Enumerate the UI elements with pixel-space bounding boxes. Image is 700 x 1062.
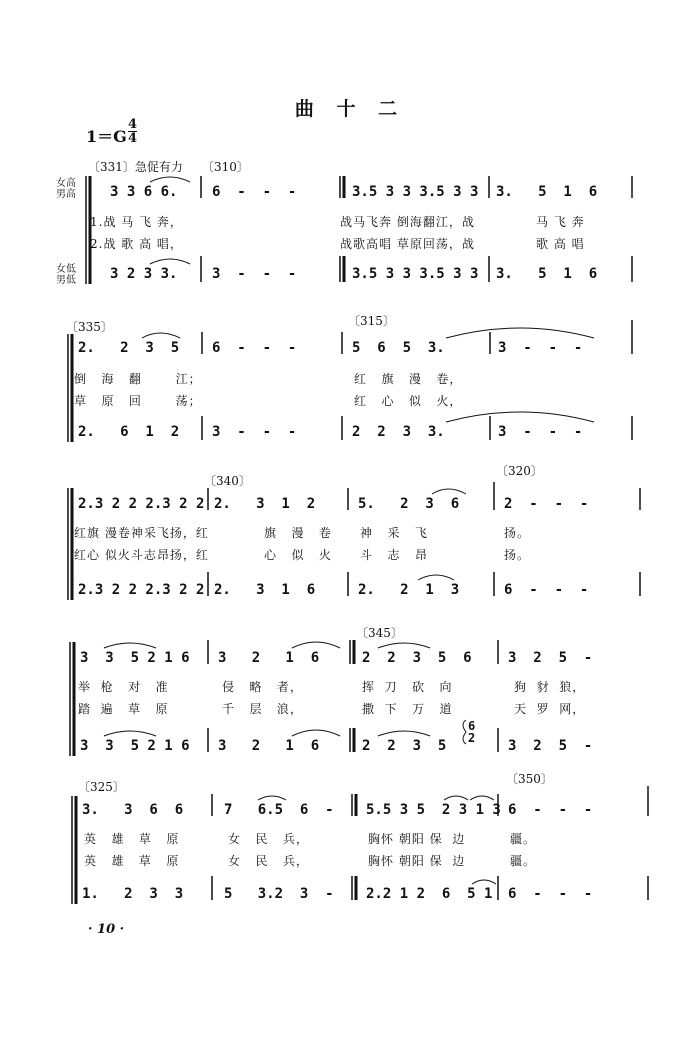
- notes-lower-m4: 3 - - -: [498, 424, 583, 440]
- rehearsal-mark: 〔345〕: [356, 626, 403, 640]
- notes-lower-m2: 2. 3 1 6: [214, 582, 316, 598]
- lyric-line-1: 扬。: [504, 526, 531, 540]
- lyric-line-2: 撒 下 万 道: [362, 702, 453, 716]
- notes-upper-m2: 2. 3 1 2: [214, 496, 316, 512]
- lyric-line-2: 2.战 歌 高 唱，: [90, 237, 183, 251]
- lyric-line-1: 疆。: [510, 832, 537, 846]
- chord-notes: 6 2: [468, 719, 476, 745]
- rehearsal-mark: 〔315〕: [348, 314, 395, 328]
- rehearsal-mark: 〔340〕: [204, 474, 251, 488]
- lyric-line-2: 斗 志 昂: [360, 548, 428, 562]
- lyric-line-2: 英 雄 草 原: [84, 854, 180, 868]
- voice-label-upper: 女高 男高: [56, 178, 76, 200]
- lyric-line-1: 英 雄 草 原: [84, 832, 180, 846]
- piece-title: 曲 十 二: [294, 98, 406, 120]
- notes-upper-m2: 6 - - -: [212, 340, 297, 356]
- notes-upper-m3: 5. 2 3 6: [358, 496, 460, 512]
- notes-upper-m1: 2.3 2 2 2.3 2 2: [78, 496, 205, 512]
- notes-lower-m4: 6 - - -: [508, 886, 593, 902]
- notes-lower-m4: 3 2 5 -: [508, 738, 593, 754]
- page-number: · 10 ·: [88, 922, 125, 937]
- notes-upper-m1: 3 3 6 6.: [110, 184, 178, 200]
- lyric-line-1: 举 枪 对 准: [78, 680, 169, 694]
- time-sig-bottom: 4: [128, 131, 138, 146]
- notes-upper-m4: 2 - - -: [504, 496, 589, 512]
- notes-upper-m4: 3. 5 1 6: [496, 184, 598, 200]
- lyric-line-2: 疆。: [510, 854, 537, 868]
- notes-upper-m3: 3.5 3 3 3.5 3 3: [352, 184, 479, 200]
- rehearsal-mark: 〔335〕: [66, 320, 113, 334]
- lyric-line-1: 1.战 马 飞 奔，: [90, 215, 183, 229]
- notes-lower-m1: 3 2 3 3.: [110, 266, 178, 282]
- lyric-line-2: 胸怀 朝阳 保 边: [368, 854, 466, 868]
- notes-upper-m4: 3 - - -: [498, 340, 583, 356]
- notes-lower-m4: 6 - - -: [504, 582, 589, 598]
- notes-lower-m3: 2. 2 1 3: [358, 582, 460, 598]
- lyric-line-1: 挥 刀 砍 向: [362, 680, 453, 694]
- lyric-line-2: 心 似 火: [264, 548, 332, 562]
- rehearsal-mark: 〔310〕: [202, 160, 249, 174]
- notes-upper-m4: 6 - - -: [508, 802, 593, 818]
- lyric-line-1: 胸怀 朝阳 保 边: [368, 832, 466, 846]
- notes-lower-m3: 2.2 1 2 6 5 1: [366, 886, 493, 902]
- time-sig-top: 4: [128, 117, 138, 132]
- lyric-line-1: 红 旗 漫 卷，: [354, 372, 463, 386]
- lyric-line-2: 扬。: [504, 548, 531, 562]
- notes-upper-m2: 6 - - -: [212, 184, 297, 200]
- notes-lower-m3: 2 2 3 5: [362, 738, 447, 754]
- notes-upper-m1: 3. 3 6 6: [82, 802, 184, 818]
- rehearsal-mark: 〔325〕: [78, 780, 125, 794]
- lyric-line-2: 踏 遍 草 原: [78, 702, 169, 716]
- lyric-line-1: 马 飞 奔: [536, 215, 585, 229]
- key-signature: 1＝G: [86, 127, 127, 146]
- lyric-line-2: 千 层 浪，: [222, 702, 303, 716]
- rehearsal-mark: 〔350〕: [506, 772, 553, 786]
- notes-lower-m2: 3 2 1 6: [218, 738, 320, 754]
- lyric-line-2: 天 罗 网，: [514, 702, 586, 716]
- notes-upper-m3: 5.5 3 5 2 3 1 3: [366, 802, 501, 818]
- notes-upper-m3: 2 2 3 5 6: [362, 650, 472, 666]
- lyric-line-1: 旗 漫 卷: [264, 526, 332, 540]
- notes-lower-m1: 2. 6 1 2: [78, 424, 180, 440]
- notes-lower-m2: 3 - - -: [212, 424, 297, 440]
- lyric-line-1: 红旗 漫卷神采飞扬，红: [74, 526, 209, 540]
- lyric-line-1: 倒 海 翻 江；: [74, 372, 202, 386]
- lyric-line-2: 女 民 兵，: [228, 854, 309, 868]
- notes-lower-m3: 2 2 3 3.: [352, 424, 445, 440]
- notes-upper-m2: 3 2 1 6: [218, 650, 320, 666]
- notes-lower-m2: 5 3.2 3 -: [224, 886, 334, 902]
- lyric-line-2: 红 心 似 火，: [354, 394, 463, 408]
- notes-upper-m3: 5 6 5 3.: [352, 340, 445, 356]
- notes-lower-m1: 3 3 5 2 1 6: [80, 738, 190, 754]
- notes-lower-m3: 3.5 3 3 3.5 3 3: [352, 266, 479, 282]
- notes-upper-m4: 3 2 5 -: [508, 650, 593, 666]
- notes-upper-m1: 2. 2 3 5: [78, 340, 180, 356]
- notes-lower-m1: 2.3 2 2 2.3 2 2: [78, 582, 205, 598]
- lyric-line-2: 草 原 回 荡；: [74, 394, 202, 408]
- lyric-line-1: 女 民 兵，: [228, 832, 309, 846]
- notes-upper-m1: 3 3 5 2 1 6: [80, 650, 190, 666]
- notes-lower-m1: 1. 2 3 3: [82, 886, 184, 902]
- lyric-line-2: 红心 似火斗志昂扬，红: [74, 548, 209, 562]
- notes-lower-m2: 3 - - -: [212, 266, 297, 282]
- lyric-line-1: 神 采 飞: [360, 526, 428, 540]
- lyric-line-1: 狗 豺 狼，: [514, 680, 586, 694]
- lyric-line-2: 战歌高唱 草原回荡，战: [340, 237, 475, 251]
- notes-lower-m4: 3. 5 1 6: [496, 266, 598, 282]
- lyric-line-2: 歌 高 唱: [536, 237, 585, 251]
- lyric-line-1: 战马飞奔 倒海翻江，战: [340, 215, 475, 229]
- rehearsal-mark: 〔320〕: [496, 464, 543, 478]
- lyric-line-1: 侵 略 者，: [222, 680, 303, 694]
- rehearsal-mark: 〔331〕急促有力: [88, 160, 183, 174]
- notes-upper-m2: 7 6.5 6 -: [224, 802, 334, 818]
- voice-label-lower: 女低 男低: [56, 264, 76, 286]
